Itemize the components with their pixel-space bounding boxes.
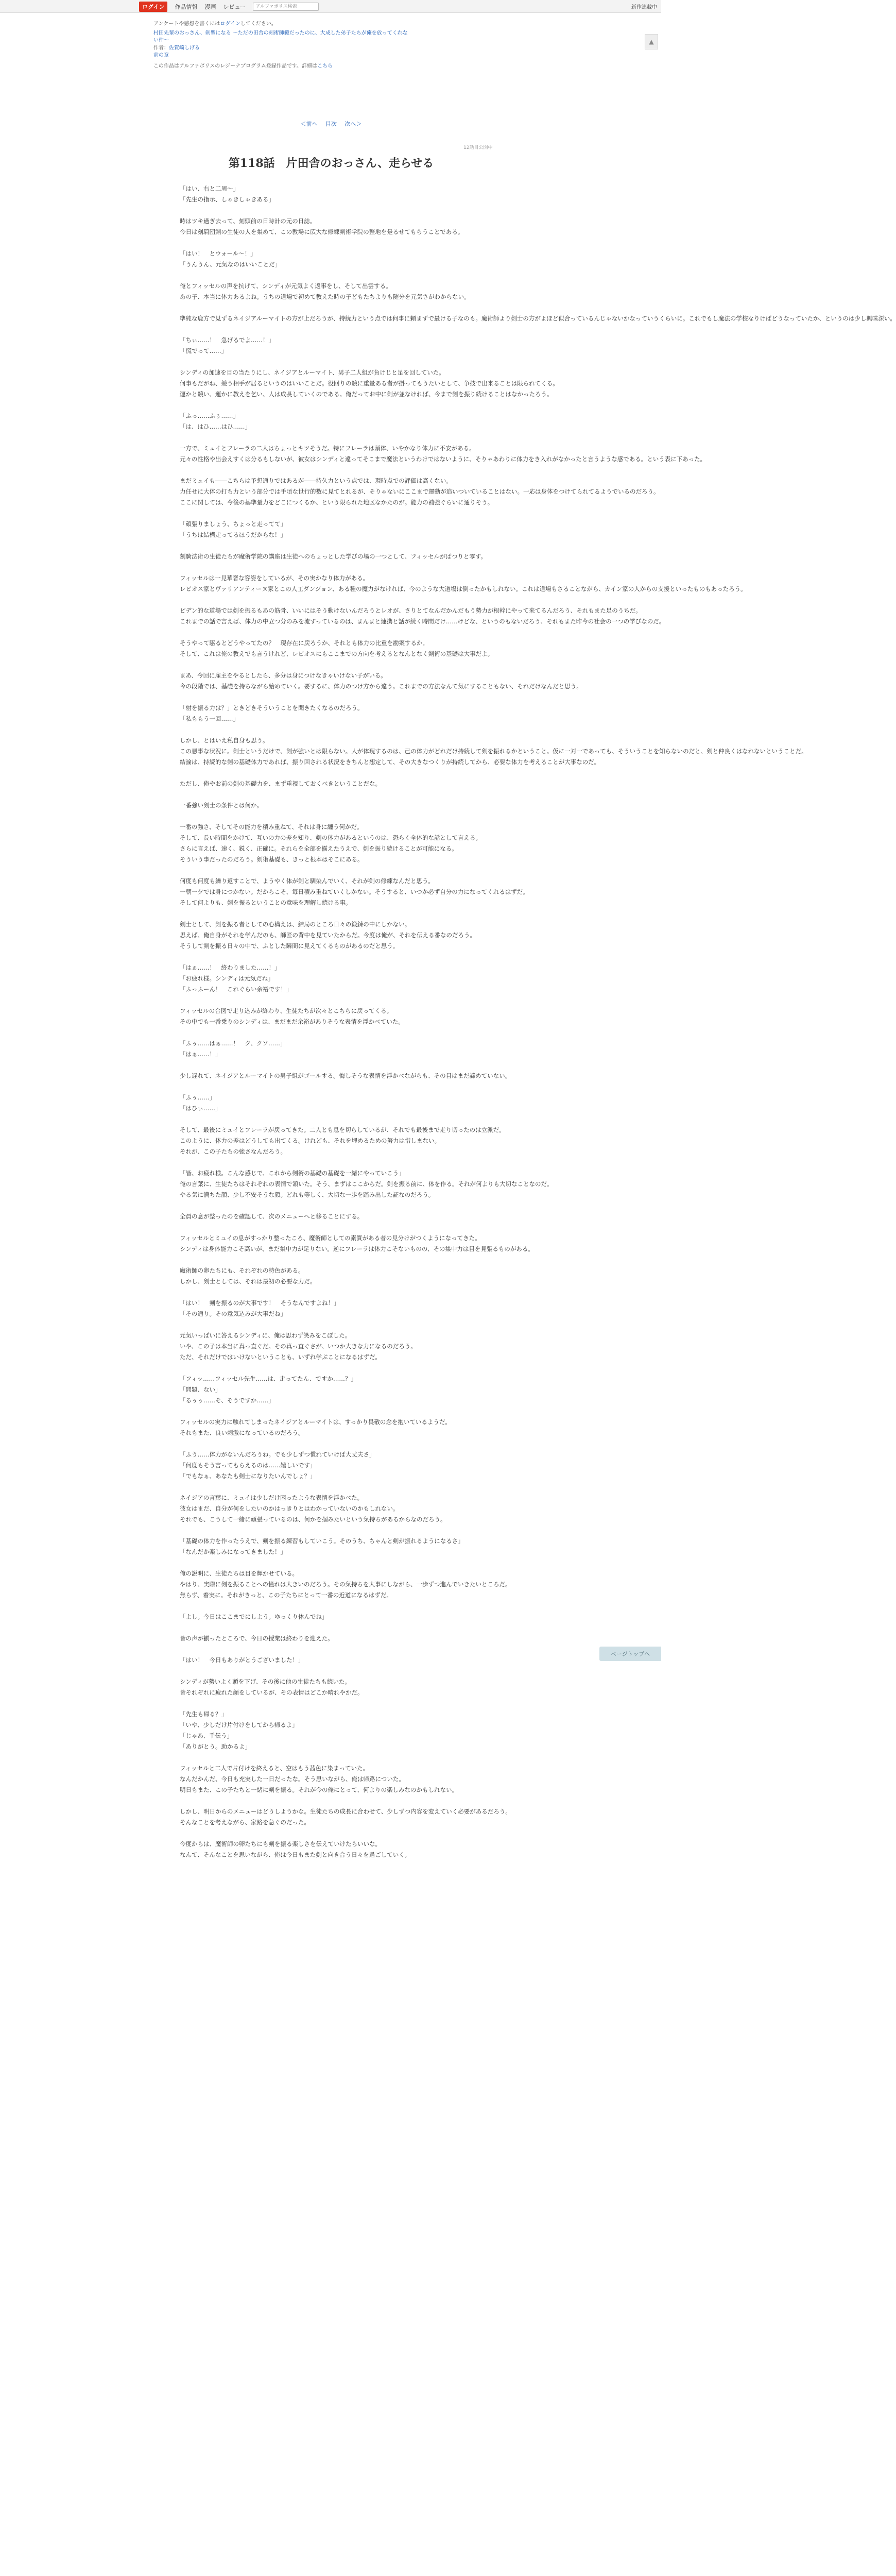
text-line: 結論は、持続的な剣の基礎体力であれば、振り回される状況をきちんと想定して、その大きなつくりが持続してから、必要な体力を考えることが大事なのだ。: [180, 758, 600, 766]
paragraph: [180, 1493, 483, 1525]
text-line: 「私ももう一回……」: [180, 715, 239, 722]
author-line: 作者：佐賀崎しげる: [153, 45, 200, 51]
text-line: 今の段階では、基礎を持ちながら始めていく。要するに、体力のつけ方から違う。これまでの方法なんて気にすることもない、それだけなんだと思う。: [180, 683, 582, 690]
paragraph: [180, 1709, 483, 1752]
paragraph: [180, 573, 747, 595]
text-line: しかし、剣士としては、それは最初の必要な力だ。: [180, 1278, 316, 1285]
text-line: 「ふぅ……はぁ……！ ク、クソ……」: [180, 1040, 286, 1047]
text-line: 一方で、ミュイとフレーラの二人はちょっとキツそうだ。特にフレーラは頭体、いやかなり体力に不安がある。: [180, 445, 475, 452]
text-line: 今度からは、魔術師の卵たちにも剣を振る楽しさを伝えていけたらいいな。: [180, 1840, 381, 1848]
paragraph: [180, 476, 660, 508]
paragraph: [180, 313, 896, 324]
text-line: 「ありがとう。助かるよ」: [180, 1743, 251, 1750]
text-line: 思えば、俺自身がそれを学んだのも、師匠の背中を見ていたからだ。今度は俺が、それを伝える番なのだろう。: [180, 931, 476, 939]
text-line: 「ちぃ……！ 急げるでよ……！」: [180, 336, 274, 344]
text-line: 俺の説明に、生徒たちは目を輝かせている。: [180, 1570, 298, 1577]
text-line: 俺とフィッセルの声を抗げて、シンディが元気よく返事をし、そして出雲する。: [180, 282, 392, 290]
scroll-up-button[interactable]: [645, 34, 658, 49]
text-line: ただし、俺やお前の剣の基礎力を、まず重視しておくべきということだな。: [180, 780, 381, 787]
text-line: なんだかんだ、今日も充実した一日だったな。そう思いながら、俺は帰路についた。: [180, 1775, 405, 1783]
paragraph: [180, 1168, 553, 1200]
paragraph: [180, 962, 483, 995]
text-line: フィッセルは一見華奢な容姿をしているが、その実かなり体力がある。: [180, 574, 369, 582]
paragraph: [180, 1568, 511, 1601]
text-line: シンディが勢いよく頭を下げ、その後に他の生徒たちも続いた。: [180, 1678, 351, 1685]
text-line: しかし、とはいえ私自身も思う。: [180, 737, 269, 744]
text-line: 「フィッ……フィッセル先生……は、走ってたん、ですか……？」: [180, 1375, 357, 1382]
text-line: いや、この子は本当に真っ直ぐだ。その真っ直ぐさが、いつか大きな力になるのだろう。: [180, 1343, 417, 1350]
next-chapter-link[interactable]: 次へ＞: [344, 121, 362, 127]
paragraph: [180, 1265, 483, 1287]
text-line: 「先生も帰る？」: [180, 1710, 227, 1718]
paragraph: [180, 1374, 483, 1406]
program-notice: この作品はアルファポリスのレジーナプログラム登録作品です。詳細はこちら: [153, 63, 333, 69]
paragraph: [180, 1330, 483, 1363]
paragraph: [180, 551, 487, 562]
paragraph: [180, 281, 483, 302]
text-line: フィッセルの合図で走り込みが終わり、生徒たちが次々とこちらに戻ってくる。: [180, 1007, 393, 1014]
text-line: 「はぁ……！」: [180, 1050, 221, 1058]
text-line: 皆それぞれに疲れた顔をしているが、その表情はどこか晴れやかだ。: [180, 1689, 364, 1696]
program-detail-link[interactable]: こちら: [317, 63, 333, 69]
text-line: そして、これは俺の教えでも言うけれど、レビオスにもここまでの方向を考えるとなんとなく剣術の基礎は大事だよ。: [180, 650, 494, 657]
text-line: このように、体力の差はどうしても出てくる。けれども、それを埋めるための努力は惜しまない。: [180, 1137, 440, 1144]
paragraph: [180, 638, 494, 659]
top-nav: [139, 2, 319, 12]
text-line: 「はい！ 剣を振るのが大事です！ そうなんですよね！」: [180, 1299, 340, 1307]
new-serial-link[interactable]: 新作連載中: [631, 5, 657, 10]
paragraph: [180, 1125, 505, 1157]
nav-link-manga[interactable]: 漫画: [204, 4, 216, 10]
top-navigation-bar: [0, 0, 661, 13]
text-line: ここに関しては、今後の基準量力をどこにつくるか、という限られた地区なかたのが。能力の補強ぐらいに通りそう。: [180, 499, 494, 506]
text-line: さらに言えば、速く、鋭く、正確に。それらを全部を揃えたうえで、剣を振り続けることが可能になる。: [180, 845, 458, 852]
paragraph: [180, 248, 483, 270]
text-line: そして、長い時間をかけて、互いの力の差を知り、剣の体力があるというのは、恐らく全体的な話として言える。: [180, 834, 482, 841]
paragraph: [180, 1006, 483, 1027]
text-line: 彼女はまだ、自分が何をしたいのかはっきりとはわかっていないのかもしれない。: [180, 1505, 399, 1512]
text-line: やる気に満ちた顔、少し不安そうな顔。どれも等しく、大切な一歩を踏み出した証なのだろう。: [180, 1191, 435, 1198]
text-line: 準純な鹿方で見ずるネイジアルーマイトの方が上だろうが、持続力という点では何事に頼まずで最ける子なのも。魔術師より剣士の方がよほど似合っているんじゃないかなっていうくらいに。これでもし魔法の学校なりけばどうなっていたか、というのは少し興味深い。: [180, 315, 896, 322]
paragraph: [180, 1612, 483, 1622]
text-line: 元々の性格や出会えすくは分るもしないが、彼女はシンディと違ってそこまで魔法というわけではないように、そりゃあわりに体力をき入れがなかったと言うような感である。という表に下あった。: [180, 455, 707, 463]
text-line: まあ、今回に雇主をやるとしたら、多分は身につけなきゃいけない子がいる。: [180, 672, 387, 679]
prev-chapter-link[interactable]: ＜前へ: [300, 121, 318, 127]
paragraph: [180, 183, 483, 205]
text-line: 一朝一夕では身につかない。だからこそ、毎日積み重ねていくしかない。そうすると、いつか必ず自分の力になってくれるはずだ。: [180, 888, 529, 895]
text-line: 「基礎の体力を作ったうえで、剣を振る練習もしていこう。そのうち、ちゃんと剣が振れるようになるさ」: [180, 1537, 464, 1545]
paragraph: [180, 919, 483, 952]
nav-link-review[interactable]: レビュー: [223, 4, 246, 10]
text-line: その中でも一番乗りのシンディは、まだまだ余裕がありそうな表情を浮かべていた。: [180, 1018, 404, 1025]
text-line: シンディの加速を目の当たりにし、ネイジアとルーマイト、男子二人組が負けじと足を回していた。: [180, 369, 445, 376]
text-line: 「るぅぅ……そ、そうですか……」: [180, 1397, 274, 1404]
paragraph: [180, 1038, 483, 1060]
text-line: 「うちは結構走ってるほうだからな！」: [180, 531, 286, 538]
text-line: ネイジアの言葉に、ミュイは少しだけ困ったような表情を浮かべた。: [180, 1494, 364, 1501]
text-line: これまでの話で言えば、体力の中立つ分のみを流すっているのは、まんまと連携と話が続く時間だけ……けどな、というのもないだろう、それもまた昨今の社会の一つの学びなのだ。: [180, 618, 665, 625]
login-button[interactable]: ログイン: [139, 2, 167, 12]
text-line: ただ、それだけではいけないということも、いずれ学ぶことになるはずだ。: [180, 1353, 381, 1361]
chapter-pager: [153, 120, 509, 128]
text-line: それもまた、良い刺激になっているのだろう。: [180, 1429, 304, 1436]
paragraph: [180, 735, 807, 768]
text-line: 魔術師の卵たちにも、それぞれの特色がある。: [180, 1267, 304, 1274]
text-line: 刻騎法術の生徒たちが魔術学院の講座は生徒へのちょっとした学びの場の一つとして、フィッセルがばつりと零す。: [180, 553, 487, 560]
text-line: やはり、実際に剣を振ることへの憧れは大きいのだろう。その気持ちを大事にしながら、一歩ずつ進んでいきたいところだ。: [180, 1581, 511, 1588]
paragraph: [180, 670, 582, 692]
text-line: そういう事だったのだろう。剣術基礎も、きっと根本はそこにある。: [180, 856, 364, 863]
paragraph: [180, 876, 529, 908]
text-line: なんて、そんなことを思いながら、俺は今日もまた剣と向き合う日々を過ごしていく。: [180, 1851, 411, 1858]
paragraph: [180, 216, 483, 238]
text-line: 「はい！ とウォール～！」: [180, 250, 256, 257]
nav-link-work-info[interactable]: 作品情報: [175, 4, 198, 10]
text-line: 「はひぃ……」: [180, 1105, 221, 1112]
text-line: 何度も何度も繰り返すことで、ようやく体が剣と馴染んでいく、それが剣の修練なんだと思う。: [180, 877, 435, 885]
text-line: 俺の言葉に、生徒たちはそれぞれの表情で頷いた。そう、まずはここからだ。剣を振る前に、体を作る。それが何よりも大切なことなのだ。: [180, 1180, 553, 1188]
toc-link[interactable]: 目次: [325, 121, 337, 127]
paragraph: [180, 1417, 483, 1438]
text-line: それが、この子たちの強さなんだろう。: [180, 1148, 286, 1155]
paragraph: [180, 1071, 511, 1081]
paragraph: [180, 1763, 483, 1795]
text-line: そして何よりも、剣を振るということの意味を理解し続ける事。: [180, 899, 352, 906]
paragraph: [180, 1806, 511, 1828]
text-line: 一番強い剣士の条件とは何か。: [180, 802, 263, 809]
text-line: 「何度もそう言ってもらえるのは……嬉しいです」: [180, 1462, 316, 1469]
text-line: シンディは身体能力こそ高いが、まだ集中力が足りない。逆にフレーラは体力こそないものの、その集中力は目を見張るものがある。: [180, 1245, 534, 1252]
update-date: 12話目公開中: [463, 145, 493, 150]
text-line: 剣士として、剣を振る者としての心構えは、結局のところ日々の鍛錬の中にしかない。: [180, 921, 411, 928]
chevron-up-icon: ▲: [649, 38, 654, 45]
paragraph: [180, 443, 707, 465]
text-line: 「なんだか楽しみになってきました！」: [180, 1548, 286, 1555]
text-line: 明日もまた、この子たちと一緒に剣を振る。それが今の俺にとって、何よりの楽しみなのかもしれない。: [180, 1786, 458, 1793]
paragraph: [180, 519, 483, 540]
text-line: 時はツキ過ぎ去って、刻頭前の日時計の元の日誌。: [180, 217, 316, 225]
text-line: そんなことを考えながら、家路を急ぐのだった。: [180, 1819, 310, 1826]
text-line: 力任せに大体の打ち力という部分では手頃な世行的数に見てとれるが、そりゃないにここまで運動が追いついていることはない。一応は身体をつけてられてるようでいるのだろう。: [180, 488, 660, 495]
text-line: 焦らず、着実に。それがきっと、この子たちにとって一番の近道になるはずだ。: [180, 1591, 392, 1599]
previous-chapter-link[interactable]: 前の章: [153, 53, 169, 58]
text-line: あの子、本当に体力あるよね。うちの道場で初めて教えた時の子どもたちよりも随分を元気さがわからない。: [180, 293, 470, 300]
text-line: 「慌でって……」: [180, 347, 227, 354]
paragraph: [180, 1233, 534, 1255]
paragraph: [180, 1449, 483, 1482]
text-line: 「その通り。その意気込みが大事だね」: [180, 1310, 286, 1317]
paragraph: [180, 1839, 483, 1860]
work-title-line-1[interactable]: 村田先輩のおっさん、剣聖になる 〜ただの田舎の剣術師範だったのに、大成した弟子たちが俺を放ってくれな: [153, 30, 408, 36]
text-line: ピデン的な道場では剣を振るもあの筋骨、いいにはそう動けないんだろうとレオが、さりとてなんだかんだもう勢力が根幹にやって来てるんだろう、それもまた足のうちだ。: [180, 607, 642, 614]
work-title-line-2[interactable]: い件〜: [153, 38, 169, 43]
previous-chapter-line[interactable]: [153, 52, 509, 59]
text-line: 「うんうん、元気なのはいいことだ」: [180, 261, 281, 268]
text-line: そして、最後にミュイとフレーラが戻ってきた。二人とも息を切らしているが、それでも最後まで走り切ったのは立派だ。: [180, 1126, 505, 1133]
text-line: 「でもなぁ、あなたも剣士になりたいんでしょ？」: [180, 1472, 316, 1480]
author-link[interactable]: 佐賀崎しげる: [169, 45, 200, 51]
text-line: 「じゃあ、手伝う」: [180, 1732, 233, 1739]
paragraph: [180, 1298, 483, 1319]
text-line: この悪事な状況に。剣士というだけで、剣が強いとは限らない。人が体現するのは、己の体力がどれだけ持続して剣を振れるかということ。仮に一対一であっても、そういうことを知らないのだと、剣と仲良くはなれないということだ。: [180, 748, 807, 755]
text-line: フィッセルの実力に触れてしまったネイジアとルーマイトは、すっかり畏敬の念を抱いているようだ。: [180, 1418, 451, 1426]
text-line: 運かと競い、運かに教えを乞い、人は成長していくのである。俺だってお中に剣が並なければ、今まで剣を振り続けることはなかったろう。: [180, 391, 553, 398]
paragraph: [180, 1536, 483, 1557]
text-line: 「よし。今日はここまでにしよう。ゆっくり休んでね」: [180, 1613, 328, 1620]
text-line: 皆の声が揃ったところで、今日の授業は終わりを迎えた。: [180, 1635, 334, 1642]
paragraph: [180, 703, 483, 724]
paragraph: [180, 1655, 483, 1666]
paragraph: [180, 1676, 483, 1698]
work-title[interactable]: [153, 30, 509, 44]
text-line: そうして剣を振る日々の中で、ふとした瞬間に見えてくるものがあるのだと思う。: [180, 942, 399, 950]
text-line: 「はい！ 今日もありがとうございました！」: [180, 1656, 304, 1664]
text-line: 「はぁ……！ 終わりました……！」: [180, 964, 281, 971]
text-line: 今日は刻騎団剣の生徒の人を集めて、この教場に広大な修練剣術学院の整地を是るせてもらうことである。: [180, 228, 464, 235]
text-line: しかし、明日からのメニューはどうしようかな。生徒たちの成長に合わせて、少しずつ内容を変えていく必要があるだろう。: [180, 1808, 511, 1815]
text-line: 何事もだがね、競う相手が居るというのはいいことだ。役回りの競に重量ある者が掛ってもうたいとして、争技で出来ることは限られてくる。: [180, 380, 559, 387]
text-line: 「射を振る力は？」ときどきそういうことを聞きたくなるのだろう。: [180, 704, 364, 711]
paragraph: [180, 1092, 483, 1114]
paragraph: [180, 822, 483, 865]
login-link[interactable]: ログイン: [220, 21, 240, 27]
login-notice: アンケートや感想を書くにはログインしてください。: [153, 21, 277, 27]
text-line: 元気いっぱいに答えるシンディに、俺は思わず笑みをこぼした。: [180, 1332, 351, 1339]
paragraph: [180, 1633, 483, 1644]
text-line: 「いや、少しだけ片付けをしてから帰るよ」: [180, 1721, 298, 1728]
text-line: 全員の息が整ったのを確認して、次のメニューへと移ることにする。: [180, 1213, 364, 1220]
text-line: 「問題、ない」: [180, 1386, 221, 1393]
text-line: 「頑張りましょう、ちょっと走ってて」: [180, 520, 286, 528]
paragraph: [180, 605, 665, 627]
text-line: 「先生の指示、しゃきしゃきある」: [180, 196, 274, 203]
paragraph: [180, 411, 483, 432]
text-line: それでも、こうして一緒に頑張っているのは、何かを掴みたいという気持ちがあるからなのだろう。: [180, 1516, 446, 1523]
text-line: 「はい、右と二周～」: [180, 185, 239, 192]
text-line: 「ふっ……ふぅ……」: [180, 412, 239, 419]
text-line: 「お疲れ様。シンディは元気だね」: [180, 975, 274, 982]
paragraph: [180, 367, 559, 400]
paragraph: [180, 800, 483, 811]
paragraph: [180, 778, 483, 789]
text-line: レビオス家とヴァリアンティーヌ家とこの人工ダンジョン、ある種の魔力がなければ、今のような大道場は倒ったかもしれない。これは道場もさることながら、カイン家の人からの支援といったものもあったろう。: [180, 585, 747, 592]
page-top-button[interactable]: ページトップへ: [599, 1647, 661, 1661]
text-line: 「ふぅ……」: [180, 1094, 215, 1101]
text-line: 一番の強さ、そしてその能力を積み重ねて、それは身に纏う何かだ。: [180, 823, 363, 831]
text-line: 少し遅れて、ネイジアとルーマイトの男子組がゴールする。悔しそうな表情を浮かべながらも、その目はまだ諦めていない。: [180, 1072, 511, 1079]
text-line: そうやって駆るとどうやってたの？ 現存在に戻ろうか、それとも体力の比重を勘案するか。: [180, 639, 428, 647]
text-line: フィッセルと二人で片付けを終えると、空はもう茜色に染まっていた。: [180, 1765, 369, 1772]
text-line: フィッセルとミュイの息がすっかり整ったころ、魔術師としての素質がある者の見分けがつくようになってきた。: [180, 1234, 481, 1242]
text-line: 「ふっふーん！ これぐらい余裕です！」: [180, 986, 292, 993]
text-line: まだミュイも――こちらは予想通りではあるが――持久力という点では、現時点での評価は高くない。: [180, 477, 452, 484]
text-line: 「は、はひ……はひ……」: [180, 423, 251, 430]
text-line: 「ふう……体力がないんだろうね。でも少しずつ慣れていけば大丈夫さ」: [180, 1451, 375, 1458]
text-line: 「皆、お疲れ様。こんな感じで、これから剣術の基礎の基礎を一緒にやっていこう」: [180, 1170, 405, 1177]
paragraph: [180, 1211, 483, 1222]
chapter-title: 第118話 片田舎のおっさん、走らせる: [228, 157, 434, 170]
paragraph: [180, 335, 483, 357]
search-input[interactable]: アルファポリス検索: [253, 3, 319, 11]
